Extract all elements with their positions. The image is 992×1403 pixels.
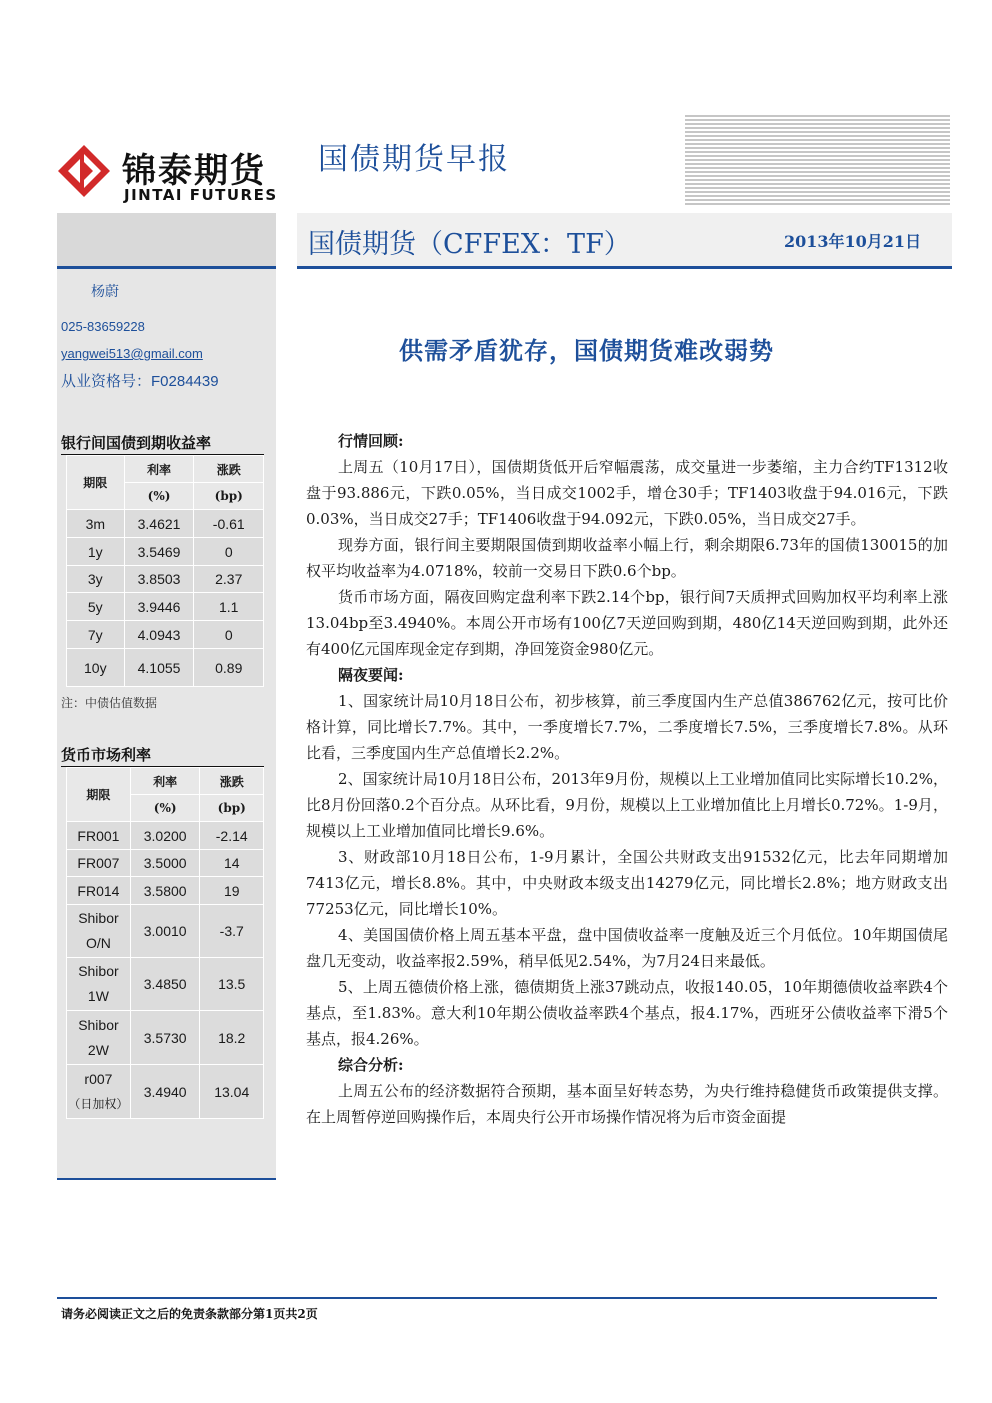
analyst-name: 杨蔚 — [91, 283, 119, 299]
report-date: 2013年10月21日 — [784, 232, 922, 251]
header-term: 期限 — [67, 456, 125, 510]
rate-cell: 3.4850 — [130, 958, 200, 1011]
brand-logo-icon — [58, 145, 110, 197]
table-row — [67, 958, 264, 1011]
header-change-unit: (bp) — [194, 483, 264, 510]
term-cell: 3y — [67, 566, 125, 593]
sidebar-header-band — [57, 213, 276, 266]
footer-disclaimer: 请务必阅读正文之后的免责条款部分第1页共2页 — [61, 1307, 318, 1321]
rate-cell: 3.4940 — [130, 1065, 200, 1119]
analyst-phone: 025-83659228 — [61, 319, 145, 334]
rate-cell: 3.0200 — [130, 822, 200, 850]
table-row — [67, 566, 264, 593]
rate-cell: 3.9446 — [124, 593, 194, 621]
change-cell: 13.04 — [200, 1065, 264, 1119]
header-change: 涨跌 — [200, 768, 264, 795]
rate-cell: 3.5730 — [130, 1011, 200, 1065]
brand-name-cn: 锦泰期货 — [122, 151, 266, 191]
term-cell: FR007 — [67, 850, 131, 877]
table-row — [67, 649, 264, 687]
table-row — [67, 850, 264, 877]
table-row — [67, 1065, 264, 1119]
change-cell: 1.1 — [194, 593, 264, 621]
term-cell: FR014 — [67, 877, 131, 905]
header-term: 期限 — [67, 768, 131, 822]
term-line-2: O/N — [85, 935, 111, 951]
rate-cell: 4.0943 — [124, 621, 194, 649]
paragraph: 上周五（10月17日），国债期货低开后窄幅震荡，成交量进一步萎缩，主力合约TF1312收盘于93.886元，下跌0.05%，当日成交1002手，增仓30手；TF1403收盘于94.016元，下跌0.03%，当日成交27手；TF1406收盘于94.092元，下跌0.05%，当日成交27手。 — [306, 458, 948, 528]
bond-yield-table — [66, 455, 264, 687]
sidebar-divider — [57, 266, 276, 269]
table-note: 注：中债估值数据 — [61, 696, 158, 710]
footer-divider — [57, 1297, 937, 1299]
table-row — [67, 538, 264, 566]
term-cell — [67, 1011, 131, 1065]
section-heading-news: 隔夜要闻: — [338, 666, 404, 684]
term-cell: 3m — [67, 510, 125, 538]
change-cell: 0 — [194, 538, 264, 566]
product-header-divider — [297, 266, 952, 269]
term-line-2: 1W — [87, 988, 109, 1004]
change-cell: 18.2 — [200, 1011, 264, 1065]
decorative-stripes — [685, 115, 950, 207]
rate-cell: 3.5469 — [124, 538, 194, 566]
change-cell: 2.37 — [194, 566, 264, 593]
paragraph: 1、国家统计局10月18日公布，初步核算，前三季度国内生产总值386762亿元，按可比价格计算，同比增长7.7%。其中，一季度增长7.7%，二季度增长7.5%，三季度增长7.8%。从环比看，三季度国内生产总值增长2.2%。 — [306, 692, 948, 762]
paragraph: 2、国家统计局10月18日公布，2013年9月份，规模以上工业增加值同比实际增长10.2%，比8月份回落0.2个百分点。从环比看，9月份，规模以上工业增加值比上月增长0.72%。1-9月，规模以上工业增加值同比增长9.6%。 — [306, 770, 948, 840]
rate-cell: 3.0010 — [130, 905, 200, 958]
change-cell: 13.5 — [200, 958, 264, 1011]
change-cell: 0.89 — [194, 649, 264, 687]
header-rate-unit: (%) — [124, 483, 194, 510]
paragraph: 4、美国国债价格上周五基本平盘，盘中国债收益率一度触及近三个月低位。10年期国债尾盘几无变动，收益率报2.59%，稍早低见2.54%，为7月24日来最低。 — [306, 926, 948, 970]
money-market-table-title: 货币市场利率 — [61, 746, 152, 764]
rate-cell: 3.5800 — [130, 877, 200, 905]
term-line-1: Shibor — [78, 1016, 119, 1033]
header-rate: 利率 — [124, 456, 194, 483]
rate-cell: 3.8503 — [124, 566, 194, 593]
table-row — [67, 877, 264, 905]
term-cell — [67, 958, 131, 1011]
section-heading-review: 行情回顾: — [338, 432, 404, 450]
header-rate-unit: (%) — [130, 795, 200, 822]
rate-cell: 4.1055 — [124, 649, 194, 687]
headline: 供需矛盾犹存，国债期货难改弱势 — [399, 336, 774, 365]
product-name: 国债期货（CFFEX：TF） — [308, 229, 631, 260]
bond-yield-table-title: 银行间国债到期收益率 — [61, 434, 212, 452]
term-cell: 10y — [67, 649, 125, 687]
term-line-1: r007 — [84, 1070, 113, 1087]
change-cell: -2.14 — [200, 822, 264, 850]
table-row — [67, 510, 264, 538]
paragraph: 5、上周五德债价格上涨，德债期货上涨37跳动点，收报140.05，10年期德债收益率跌4个基点，至1.83%。意大利10年期公债收益率跌4个基点，报4.17%，西班牙公债收益率下滑5个基点，报4.26%。 — [306, 978, 948, 1048]
change-cell: 14 — [200, 850, 264, 877]
change-cell: 0 — [194, 621, 264, 649]
term-cell — [67, 1065, 131, 1119]
table-row — [67, 905, 264, 958]
table-row — [67, 593, 264, 621]
term-line-2: （日加权） — [68, 1096, 129, 1111]
sidebar-bottom-divider — [57, 1178, 276, 1180]
term-cell: 5y — [67, 593, 125, 621]
brand-name-en: JINTAI FUTURES — [124, 186, 278, 204]
paragraph: 现券方面，银行间主要期限国债到期收益率小幅上行，剩余期限6.73年的国债130015的加权平均收益率为4.0718%，较前一交易日下跌0.6个bp。 — [306, 536, 948, 580]
term-line-1: Shibor — [78, 910, 119, 926]
rate-cell: 3.5000 — [130, 850, 200, 877]
term-cell: FR001 — [67, 822, 131, 850]
rate-cell: 3.4621 — [124, 510, 194, 538]
term-cell — [67, 905, 131, 958]
header-change-unit: (bp) — [200, 795, 264, 822]
table-row — [67, 1011, 264, 1065]
term-cell: 1y — [67, 538, 125, 566]
header-rate: 利率 — [130, 768, 200, 795]
paragraph: 货币市场方面，隔夜回购定盘利率下跌2.14个bp，银行间7天质押式回购加权平均利率上涨13.04bp至3.4940%。本周公开市场有100亿7天逆回购到期，480亿14天逆回购到期，此外还有400亿元国库现金定存到期，净回笼资金980亿元。 — [306, 588, 948, 658]
term-line-2: 2W — [87, 1041, 109, 1058]
section-heading-analysis: 综合分析: — [338, 1056, 404, 1074]
table-row — [67, 822, 264, 850]
table-row — [67, 621, 264, 649]
term-line-1: Shibor — [78, 963, 119, 979]
paragraph: 上周五公布的经济数据符合预期，基本面呈好转态势，为央行维持稳健货币政策提供支撑。在上周暂停逆回购操作后，本周央行公开市场操作情况将为后市资金面提 — [306, 1082, 948, 1126]
analyst-license: 从业资格号：F0284439 — [61, 373, 219, 390]
report-body — [306, 428, 948, 1130]
change-cell: -0.61 — [194, 510, 264, 538]
header-change: 涨跌 — [194, 456, 264, 483]
paragraph: 3、财政部10月18日公布，1-9月累计，全国公共财政支出91532亿元，比去年同期增加7413亿元，增长8.8%。其中，中央财政本级支出14279亿元，同比增长2.8%；地方财政支出77253亿元，同比增长10%。 — [306, 848, 948, 918]
change-cell: 19 — [200, 877, 264, 905]
report-title: 国债期货早报 — [318, 142, 510, 177]
term-cell: 7y — [67, 621, 125, 649]
change-cell: -3.7 — [200, 905, 264, 958]
money-market-table — [66, 767, 264, 1119]
analyst-email-link[interactable]: yangwei513@gmail.com — [61, 346, 203, 361]
